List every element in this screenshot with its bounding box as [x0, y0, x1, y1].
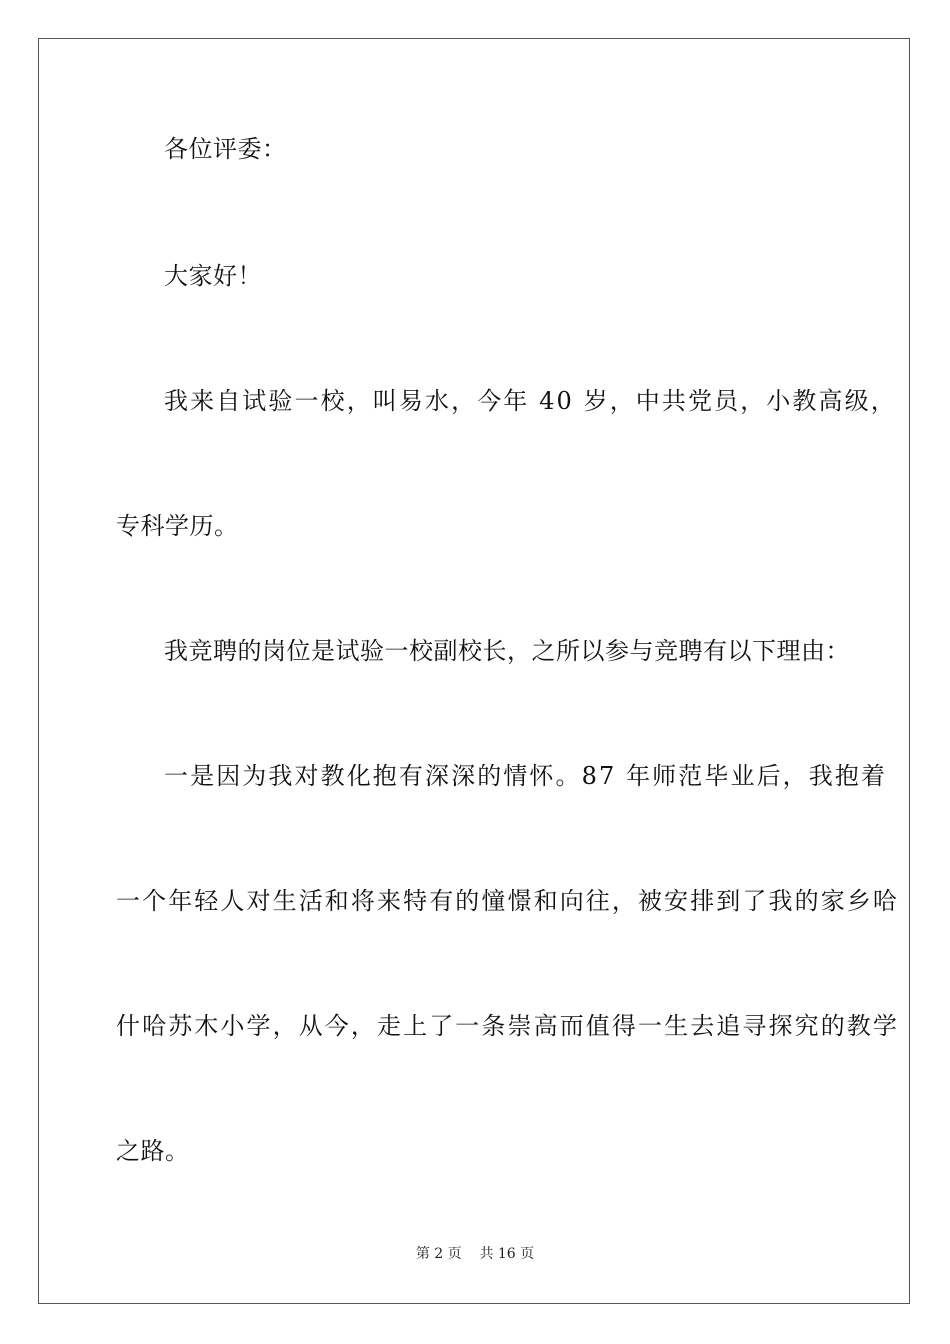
- paragraph-line: 专科学历。: [116, 512, 239, 540]
- paragraph-line: 什哈苏木小学，从今，走上了一条崇高而值得一生去追寻探究的教学: [116, 1012, 899, 1040]
- paragraph-line: 之路。: [116, 1137, 190, 1165]
- page-total: 共 16 页: [479, 1246, 535, 1262]
- page-footer: [0, 1245, 950, 1263]
- page-number: 第 2 页: [415, 1246, 462, 1262]
- paragraph-line: 我竞聘的岗位是试验一校副校长，之所以参与竞聘有以下理由：: [164, 637, 850, 665]
- paragraph-line: 我来自试验一校，叫易水，今年 40 岁，中共党员，小教高级，: [164, 387, 897, 415]
- page-border: [38, 38, 910, 1304]
- salutation-line: 各位评委：: [164, 135, 287, 163]
- greeting-line: 大家好！: [164, 262, 262, 290]
- paragraph-line: 一个年轻人对生活和将来特有的憧憬和向往，被安排到了我的家乡哈: [116, 887, 899, 915]
- paragraph-line: 一是因为我对教化抱有深深的情怀。87 年师范毕业后，我抱着: [164, 762, 888, 790]
